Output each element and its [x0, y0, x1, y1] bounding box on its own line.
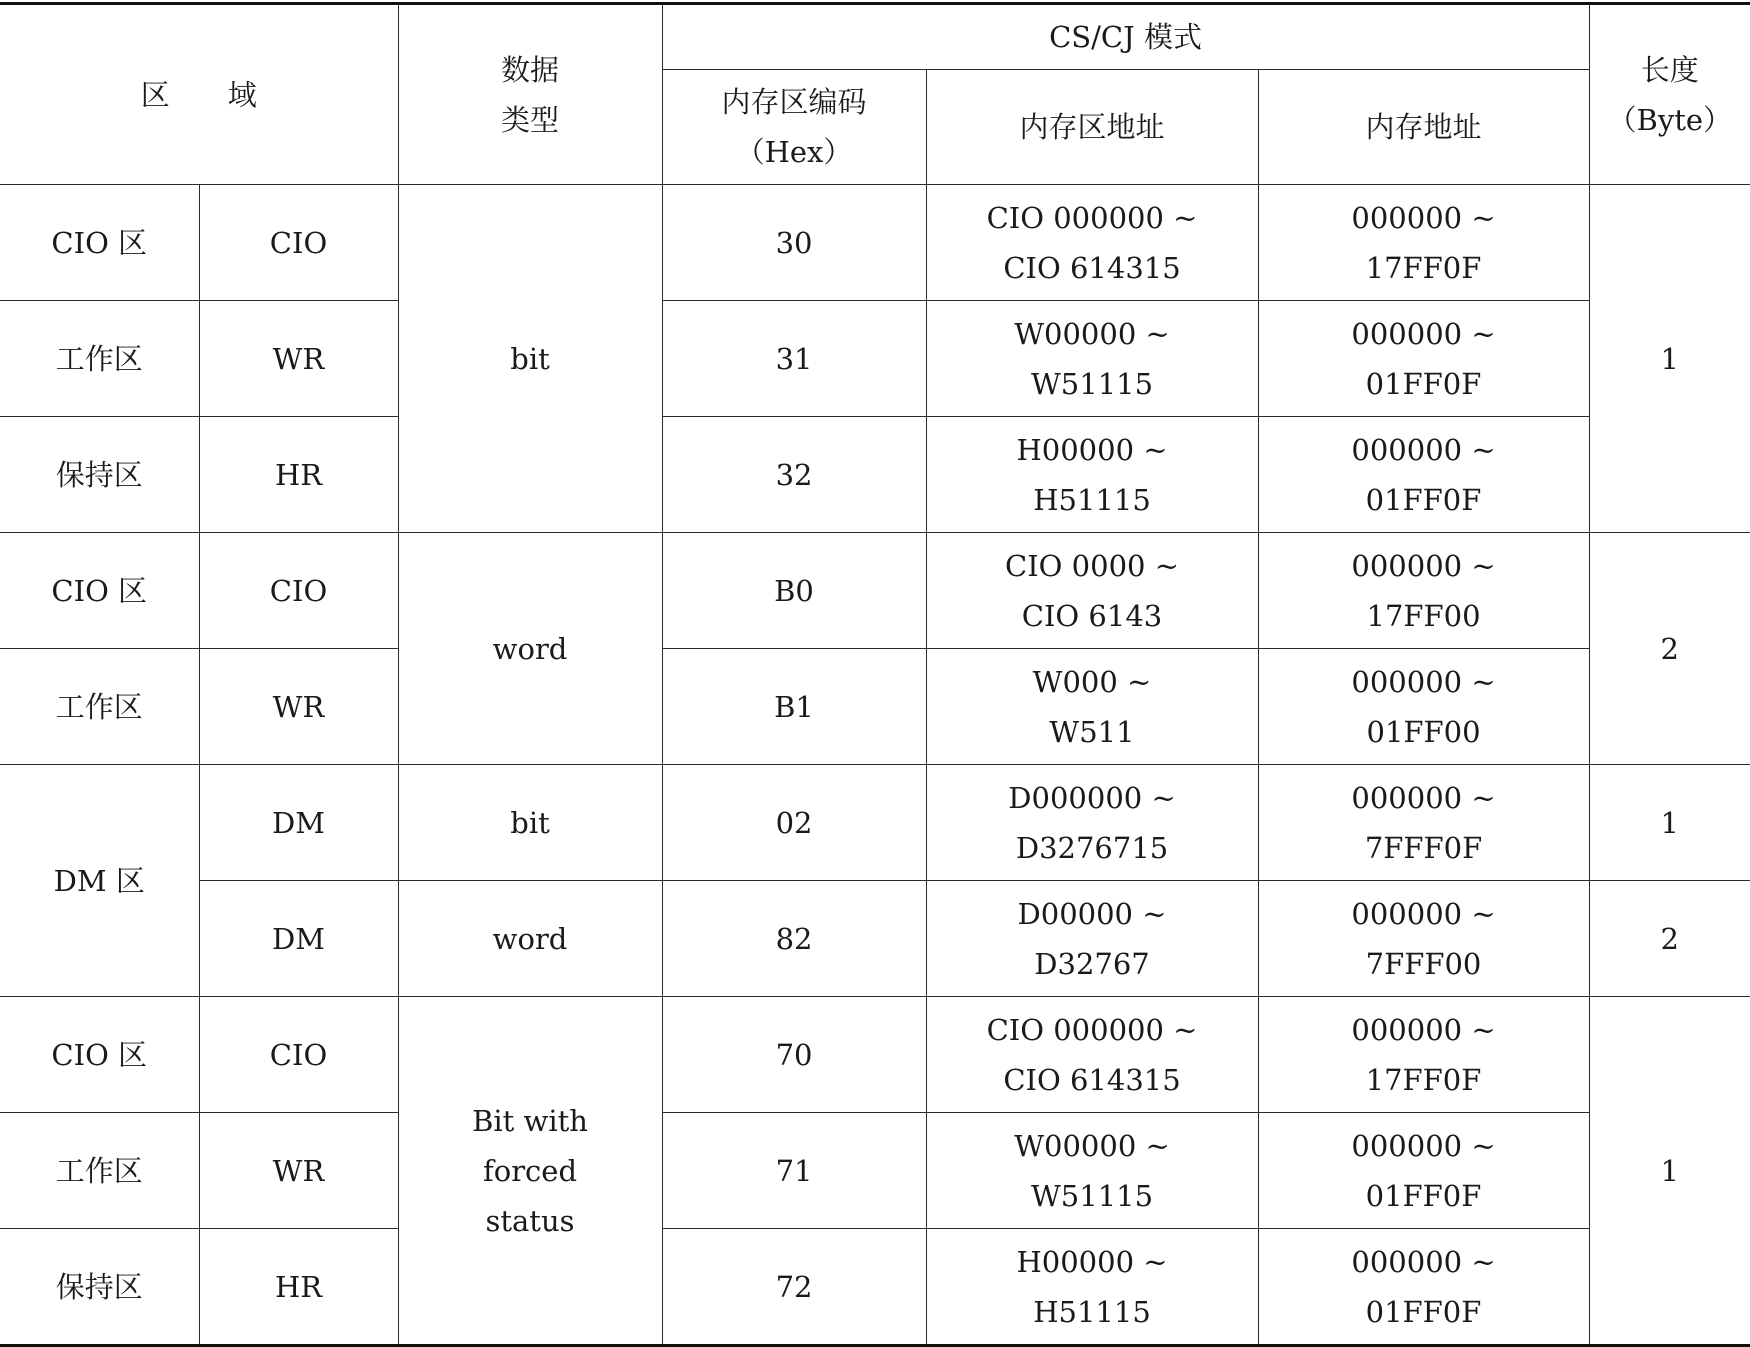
area-symbol-cell: DM — [199, 881, 398, 997]
header-area-code-line2: （Hex） — [735, 135, 853, 169]
area-address-start: H00000 ~ — [1016, 432, 1168, 467]
area-symbol-cell: WR — [199, 301, 398, 417]
area-name-cell: 工作区 — [0, 649, 199, 765]
area-address-start: D00000 ~ — [1017, 896, 1167, 931]
area-address-start: H00000 ~ — [1016, 1244, 1168, 1279]
memory-address-start: 000000 ~ — [1351, 1244, 1496, 1279]
area-address-end: H51115 — [1033, 482, 1151, 517]
memory-address-start: 000000 ~ — [1351, 548, 1496, 583]
memory-address-start: 000000 ~ — [1351, 1128, 1496, 1163]
area-code-cell: B0 — [662, 533, 926, 649]
area-code-cell: 02 — [662, 765, 926, 881]
area-symbol-cell: CIO — [199, 185, 398, 301]
memory-address-start: 000000 ~ — [1351, 432, 1496, 467]
area-symbol-cell: HR — [199, 417, 398, 533]
table-row — [0, 301, 1750, 417]
header-area-address: 内存区地址 — [926, 70, 1258, 185]
table-row — [0, 765, 1750, 881]
area-symbol-cell: WR — [199, 1113, 398, 1229]
memory-address-end: 17FF00 — [1366, 598, 1481, 633]
data-type-cell: bit — [398, 765, 662, 881]
area-name-cell: CIO 区 — [0, 185, 199, 301]
table-row — [0, 185, 1750, 301]
table-row — [0, 1229, 1750, 1346]
data-type-line: forced — [483, 1153, 578, 1188]
area-code-cell: 70 — [662, 997, 926, 1113]
memory-address-end: 7FFF0F — [1364, 830, 1483, 865]
header-mode: CS/CJ 模式 — [662, 4, 1589, 70]
area-address-end: W511 — [1049, 714, 1135, 749]
header-memory-address: 内存地址 — [1258, 70, 1589, 185]
area-address-start: W00000 ~ — [1014, 316, 1170, 351]
area-name-cell: 工作区 — [0, 301, 199, 417]
memory-address-start: 000000 ~ — [1351, 664, 1496, 699]
memory-address-cell — [1258, 881, 1589, 997]
area-address-cell — [926, 997, 1258, 1113]
data-type-line: Bit with — [472, 1103, 588, 1138]
area-code-cell: 30 — [662, 185, 926, 301]
area-address-cell — [926, 881, 1258, 997]
area-address-cell — [926, 417, 1258, 533]
area-address-start: CIO 0000 ~ — [1005, 548, 1179, 583]
memory-address-start: 000000 ~ — [1351, 896, 1496, 931]
length-cell: 1 — [1589, 185, 1750, 533]
area-address-cell — [926, 649, 1258, 765]
memory-address-end: 01FF00 — [1366, 714, 1481, 749]
length-cell: 2 — [1589, 533, 1750, 765]
area-address-end: CIO 6143 — [1021, 598, 1163, 633]
memory-address-end: 17FF0F — [1365, 250, 1482, 285]
memory-address-cell — [1258, 417, 1589, 533]
area-address-start: CIO 000000 ~ — [986, 200, 1198, 235]
area-address-start: D000000 ~ — [1008, 780, 1176, 815]
memory-area-table-container — [0, 2, 1750, 1347]
memory-address-end: 01FF0F — [1365, 366, 1482, 401]
header-length-line1: 长度 — [1640, 52, 1699, 87]
header-length-line2: （Byte） — [1607, 102, 1733, 137]
table-row — [0, 997, 1750, 1113]
area-address-end: H51115 — [1033, 1294, 1151, 1329]
table-row — [0, 417, 1750, 533]
data-type-cell: word — [398, 533, 662, 765]
length-cell: 1 — [1589, 765, 1750, 881]
header-data-type-line1: 数据 — [501, 52, 560, 87]
area-code-cell: 72 — [662, 1229, 926, 1346]
area-address-cell — [926, 765, 1258, 881]
memory-address-cell — [1258, 1229, 1589, 1346]
area-address-cell — [926, 185, 1258, 301]
header-row-1 — [0, 4, 1750, 70]
area-name-cell: 保持区 — [0, 1229, 199, 1346]
area-symbol-cell: CIO — [199, 533, 398, 649]
area-address-end: W51115 — [1030, 1178, 1154, 1213]
area-address-start: W00000 ~ — [1014, 1128, 1170, 1163]
area-code-cell: 32 — [662, 417, 926, 533]
area-address-end: D32767 — [1034, 946, 1150, 981]
memory-address-cell — [1258, 533, 1589, 649]
header-area-code — [662, 70, 926, 185]
area-address-cell — [926, 1229, 1258, 1346]
area-symbol-cell: CIO — [199, 997, 398, 1113]
memory-address-start: 000000 ~ — [1351, 1012, 1496, 1047]
table-row — [0, 1113, 1750, 1229]
memory-address-end: 01FF0F — [1365, 1294, 1482, 1329]
area-address-start: W000 ~ — [1032, 664, 1152, 699]
header-data-type-line2: 类型 — [501, 102, 560, 137]
header-region: 区 域 — [0, 4, 398, 185]
area-code-cell: B1 — [662, 649, 926, 765]
memory-address-cell — [1258, 649, 1589, 765]
area-name-cell: CIO 区 — [0, 997, 199, 1113]
memory-address-end: 7FFF00 — [1365, 946, 1482, 981]
area-name-cell: 保持区 — [0, 417, 199, 533]
memory-address-cell — [1258, 765, 1589, 881]
area-code-cell: 31 — [662, 301, 926, 417]
area-symbol-cell: DM — [199, 765, 398, 881]
memory-address-start: 000000 ~ — [1351, 316, 1496, 351]
data-type-cell — [398, 997, 662, 1346]
memory-address-cell — [1258, 997, 1589, 1113]
area-name-cell: DM 区 — [0, 765, 199, 997]
memory-address-cell — [1258, 185, 1589, 301]
table-row — [0, 881, 1750, 997]
area-symbol-cell: WR — [199, 649, 398, 765]
memory-address-cell — [1258, 301, 1589, 417]
header-area-code-line1: 内存区编码 — [721, 85, 867, 119]
area-address-end: D3276715 — [1015, 830, 1169, 865]
area-symbol-cell: HR — [199, 1229, 398, 1346]
data-type-cell: bit — [398, 185, 662, 533]
memory-area-table — [0, 2, 1750, 1347]
area-address-end: CIO 614315 — [1003, 250, 1181, 285]
memory-address-start: 000000 ~ — [1351, 780, 1496, 815]
memory-address-end: 01FF0F — [1365, 482, 1482, 517]
memory-address-end: 01FF0F — [1365, 1178, 1482, 1213]
length-cell: 1 — [1589, 997, 1750, 1346]
table-row — [0, 533, 1750, 649]
area-address-cell — [926, 533, 1258, 649]
data-type-cell: word — [398, 881, 662, 997]
area-address-start: CIO 000000 ~ — [986, 1012, 1198, 1047]
length-cell: 2 — [1589, 881, 1750, 997]
data-type-line: status — [485, 1203, 575, 1238]
memory-address-cell — [1258, 1113, 1589, 1229]
memory-address-end: 17FF0F — [1365, 1062, 1482, 1097]
area-code-cell: 82 — [662, 881, 926, 997]
area-code-cell: 71 — [662, 1113, 926, 1229]
area-name-cell: 工作区 — [0, 1113, 199, 1229]
header-length — [1589, 4, 1750, 185]
memory-address-start: 000000 ~ — [1351, 200, 1496, 235]
area-address-end: CIO 614315 — [1003, 1062, 1181, 1097]
header-data-type — [398, 4, 662, 185]
area-name-cell: CIO 区 — [0, 533, 199, 649]
area-address-cell — [926, 301, 1258, 417]
area-address-cell — [926, 1113, 1258, 1229]
table-row — [0, 649, 1750, 765]
area-address-end: W51115 — [1030, 366, 1154, 401]
